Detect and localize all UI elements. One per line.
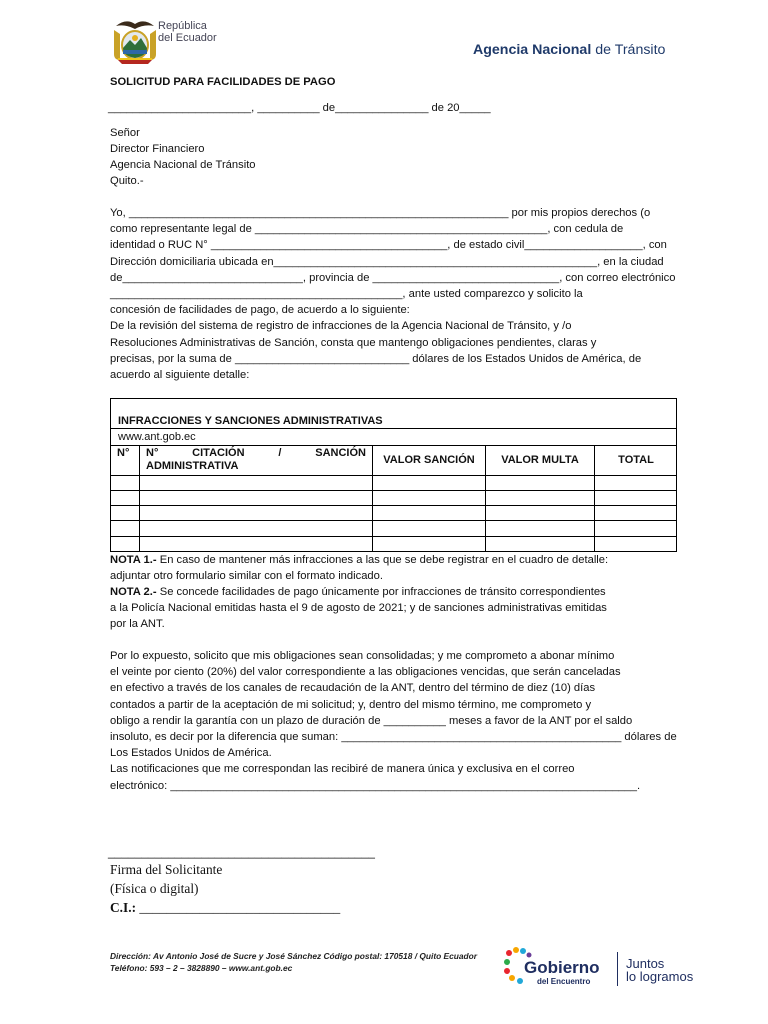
table-url: www.ant.gob.ec: [118, 431, 196, 443]
signature-line: ________________________________________: [108, 845, 375, 859]
body-line: en efectivo a través de los canales de recaudación de la ANT, dentro del término de diez (10) días: [110, 682, 596, 695]
logo-separator: [617, 952, 618, 986]
body-line: De la revisión del sistema de registro de infracciones de la Agencia Nacional de Tránsito, y /o: [110, 320, 572, 333]
ecuador-coat-of-arms-logo: [110, 16, 160, 66]
body-line: electrónico: ___________________________________________________________________________.: [110, 779, 641, 792]
addressee-line: Agencia Nacional de Tránsito: [110, 159, 256, 171]
body-line: concesión de facilidades de pago, de acuerdo a lo siguiente:: [110, 304, 410, 317]
addressee-line: Quito.-: [110, 175, 144, 187]
footer-address: Dirección: Av Antonio José de Sucre y José Sánchez Código postal: 170518 / Quito Ecuador Teléfono: 593 – 2 – 3828890 – www.ant.gob.ec: [110, 951, 478, 973]
note-1: NOTA 1.- En caso de mantener más infracciones a las que se debe registrar en el cuadro de detalle: adjuntar otro formulario similar con el formato indicado.: [110, 554, 609, 583]
ci-field: C.I.: ______________________________: [110, 900, 341, 915]
infractions-table: [110, 398, 677, 552]
republic-label: República del Ecuador: [158, 20, 217, 44]
col-header-number: N°: [117, 447, 130, 459]
document-title: SOLICITUD PARA FACILIDADES DE PAGO: [110, 76, 336, 88]
request-paragraph: [110, 205, 677, 383]
body-line: obligo a rendir la garantía con un plazo de duración de __________ meses a favor de la ANT por el saldo: [110, 714, 633, 727]
body-line: el veinte por ciento (20%) del valor correspondiente a las obligaciones vencidas, que serán canceladas: [110, 666, 621, 679]
body-line: Yo, _____________________________________________________________ por mis propios derechos (o: [110, 207, 651, 219]
signature-type: (Física o digital): [110, 881, 199, 896]
commitment-paragraph: [110, 648, 677, 794]
gobierno-word: Gobierno: [524, 958, 600, 977]
body-line: como representante legal de _______________________________________________, con cedula de: [110, 223, 624, 236]
signature-label: Firma del Solicitante: [110, 862, 223, 877]
body-line: Dirección domiciliaria ubicada en____________________________________________________, en la ciudad: [110, 255, 664, 268]
body-line: Las notificaciones que me correspondan las recibiré de manera única y exclusiva en el correo: [110, 763, 575, 776]
addressee-line: Director Financiero: [110, 143, 205, 155]
body-line: Resoluciones Administrativas de Sanción, consta que mantengo obligaciones pendientes, claras y: [110, 336, 597, 349]
addressee-line: Señor: [110, 127, 140, 139]
body-line: Por lo expuesto, solicito que mis obligaciones sean consolidadas; y me comprometo a abonar mínimo: [110, 650, 615, 662]
col-header-value-fine: VALOR MULTA: [501, 454, 579, 466]
encuentro-word: del Encuentro: [537, 977, 591, 986]
body-line: _______________________________________________, ante usted comparezco y solicito la: [110, 288, 583, 301]
body-line: precisas, por la suma de ____________________________ dólares de los Estados Unidos de América, de: [110, 352, 642, 365]
body-line: Los Estados Unidos de América.: [110, 747, 272, 760]
col-header-value-sanction: VALOR SANCIÓN: [383, 454, 475, 466]
body-line: identidad o RUC N° ______________________________________, de estado civil___________________, con: [110, 239, 667, 252]
signature-block: [110, 860, 340, 917]
gobierno-del-encuentro-logo: [503, 945, 611, 991]
table-title: INFRACCIONES Y SANCIONES ADMINISTRATIVAS: [118, 415, 383, 427]
agency-name: Agencia Nacional de Tránsito: [473, 42, 666, 58]
body-line: insoluto, es decir por la diferencia que suman: _____________________________________________ dólares de: [110, 731, 677, 744]
body-line: de_____________________________, provincia de ______________________________, con correo electrónico: [110, 271, 676, 284]
body-line: contados a partir de la aceptación de mi solicitud; y, dentro del mismo término, me comprometo y: [110, 698, 592, 711]
date-line: _______________________, __________ de_______________ de 20_____: [108, 102, 491, 114]
note-2: NOTA 2.- Se concede facilidades de pago únicamente por infracciones de tránsito correspondientes a la Policía Nacional emitidas hasta el 9 de agosto de 2021; y de sanciones administrativas emitidas por la ANT.: [110, 586, 607, 631]
juntos-tagline: Juntos lo logramos: [626, 956, 694, 984]
body-line: acuerdo al siguiente detalle:: [110, 369, 250, 382]
col-header-total: TOTAL: [618, 454, 654, 466]
col-header-citation: N° CITACIÓN / SANCIÓN ADMINISTRATIVA: [146, 447, 366, 472]
